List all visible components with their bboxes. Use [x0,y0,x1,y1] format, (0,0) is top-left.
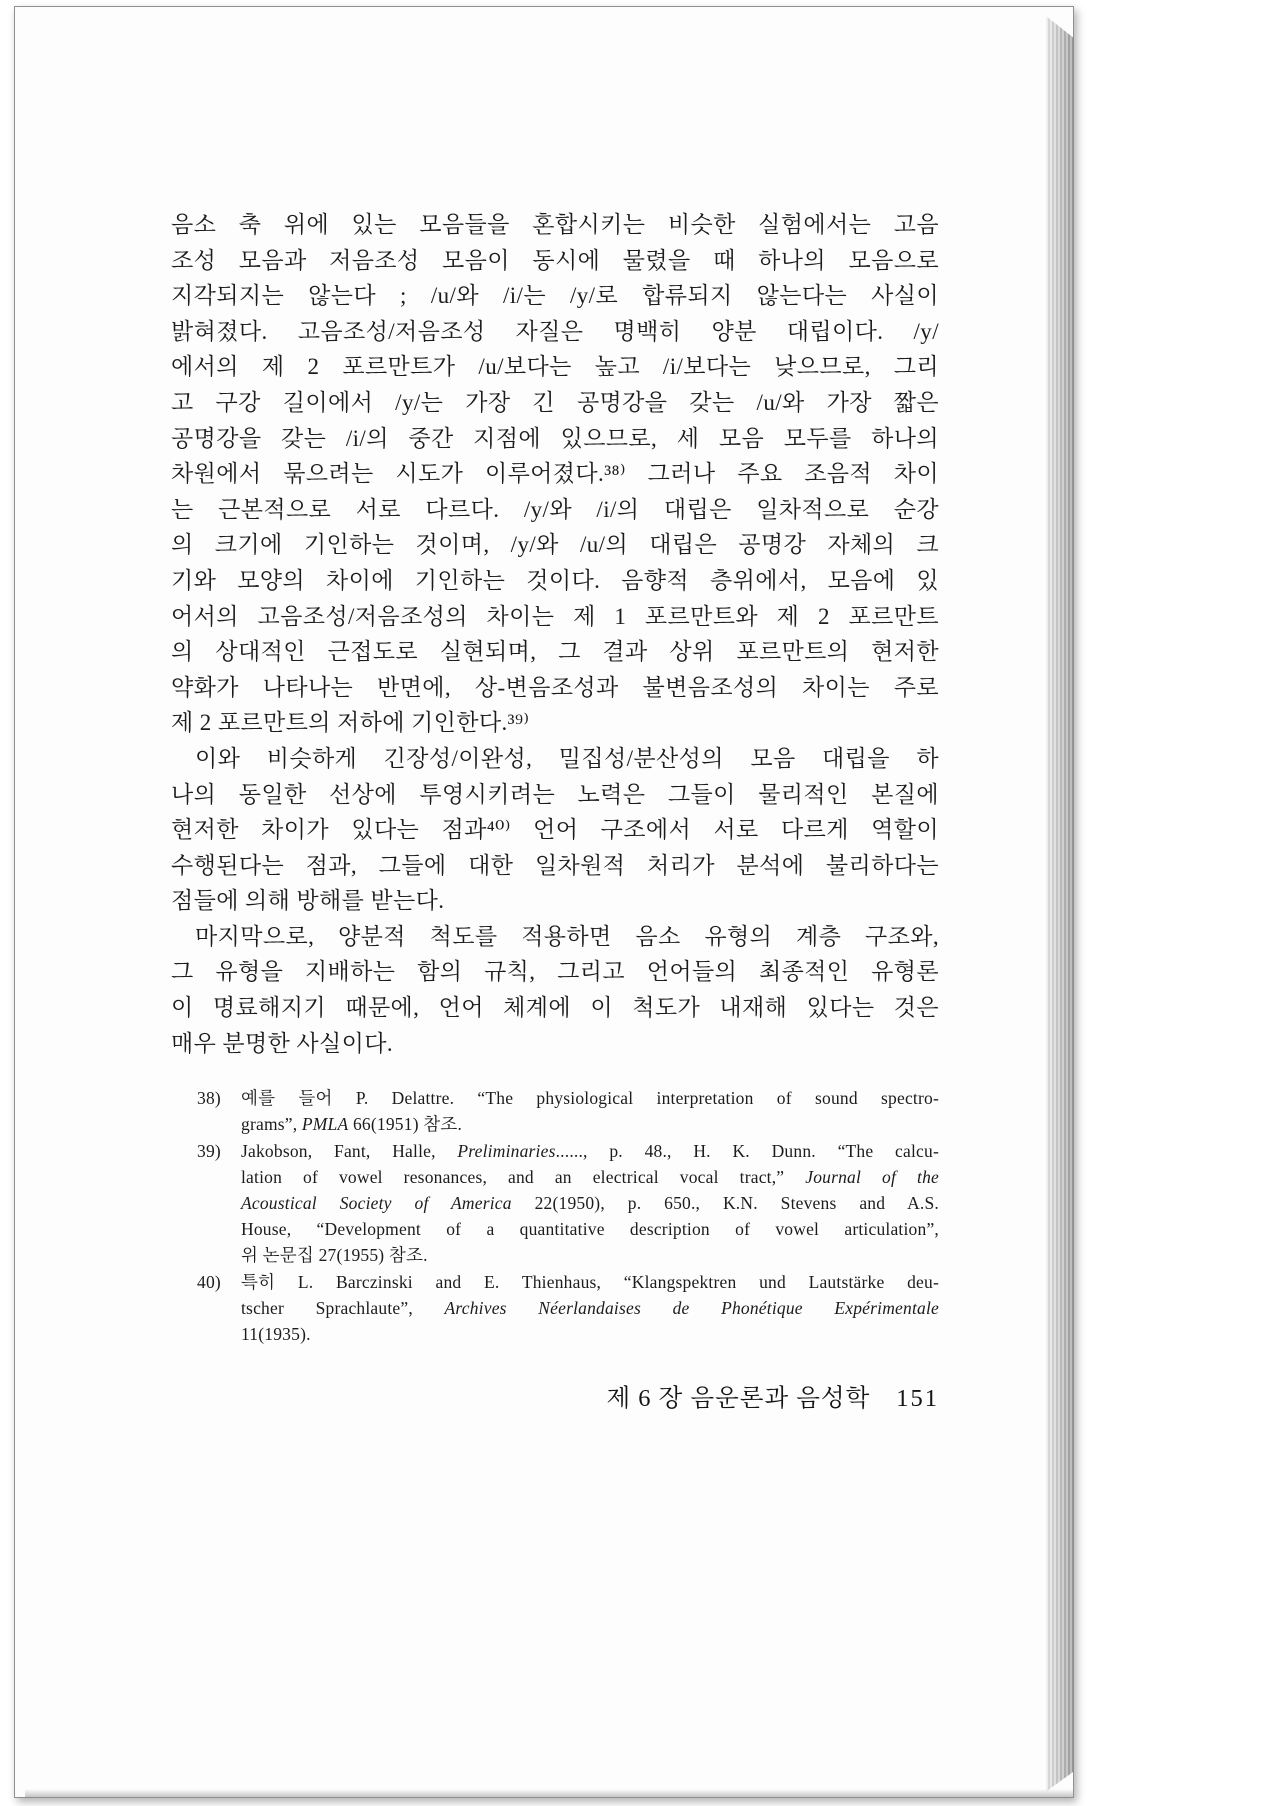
text-line: 점들에 의해 방해를 받는다. [171,888,445,914]
text-line: 밝혀졌다. 고음조성/저음조성 자질은 명백히 양분 대립이다. /y/ [171,318,939,344]
book-page-edge-right [1046,7,1073,1797]
text-line: 어서의 고음조성/저음조성의 차이는 제 1 포르만트와 제 2 포르만트 [171,603,939,629]
footnote-line [241,1085,939,1111]
footnote-number: 40) [197,1271,221,1292]
footnote-segment: lation of vowel resonances, and an electrical vocal tract,” [241,1166,806,1187]
footnote-segment: grams”, [241,1114,302,1135]
footnote-segment: 11(1935). [241,1324,311,1345]
text-line: 공명강을 갖는 /i/의 중간 지점에 있으므로, 세 모음 모두를 하나의 [171,425,939,451]
footnote-segment: ......, p. 48., H. K. Dunn. “The calcu- [555,1140,939,1161]
text-line: 이와 비슷하게 긴장성/이완성, 밀집성/분산성의 모음 대립을 하 [195,745,939,771]
footnote-segment: House, “Development of a quantitative description of vowel articulation”, [241,1219,939,1240]
text-line: 조성 모음과 저음조성 모음이 동시에 물렸을 때 하나의 모음으로 [171,247,939,273]
text-line: 의 상대적인 근접도로 실현되며, 그 결과 상위 포르만트의 현저한 [171,639,939,665]
footnote-line [241,1242,939,1268]
page-number: 151 [896,1385,939,1413]
text-line: 기와 모양의 차이에 기인하는 것이다. 음향적 층위에서, 모음에 있 [171,567,939,593]
footnote [197,1138,939,1269]
footnote-line [241,1216,939,1242]
footnote-line [241,1321,939,1347]
footnote [197,1269,939,1348]
footnote-segment: tscher Sprachlaute”, [241,1297,445,1318]
footnote-number: 38) [197,1088,221,1109]
footnote-segment: 22(1950), p. 650., K.N. Stevens and A.S. [511,1193,939,1214]
page-footer [171,1379,939,1414]
footnote-line [241,1164,939,1190]
page-content [171,207,939,1414]
text-line: 마지막으로, 양분적 척도를 적용하면 음소 유형의 계층 구조와, [195,923,939,949]
text-line: 그 유형을 지배하는 함의 규칙, 그리고 언어들의 최종적인 유형론 [171,959,939,985]
text-line: 현저한 차이가 있다는 점과⁴⁰⁾ 언어 구조에서 서로 다르게 역할이 [171,817,939,843]
footnote-citation-title: Acoustical Society of America [241,1193,512,1214]
text-line: 수행된다는 점과, 그들에 대한 일차원적 처리가 분석에 불리하다는 [171,852,939,878]
chapter-title: 제 6 장 음운론과 음성학 [606,1385,871,1413]
footnote-line [241,1190,939,1216]
footnote-segment: 위 논문집 27(1955) 참조. [241,1245,428,1266]
footnote-segment: 예를 들어 P. Delattre. “The physiological interpretation of sound spectro- [241,1088,939,1109]
book-page-edge-bottom [25,1789,1073,1797]
text-line: 의 크기에 기인하는 것이며, /y/와 /u/의 대립은 공명강 자체의 크 [171,532,939,558]
footnote-citation-title: Journal of the [805,1166,939,1187]
text-line: 이 명료해지기 때문에, 언어 체계에 이 척도가 내재해 있다는 것은 [171,995,939,1021]
text-line: 는 근본적으로 서로 다르다. /y/와 /i/의 대립은 일차적으로 순강 [171,496,939,522]
footnote-text [241,1138,939,1269]
text-line: 음소 축 위에 있는 모음들을 혼합시키는 비슷한 실험에서는 고음 [171,212,939,237]
footnote-line [241,1138,939,1164]
footnote-text [241,1269,939,1348]
footnote-citation-title: PMLA [301,1114,349,1135]
book-page [14,6,1074,1798]
footnotes [197,1085,939,1347]
text-line: 제 2 포르만트의 저하에 기인한다.³⁹⁾ [171,710,530,736]
footnote-line [241,1295,939,1321]
footnote-text [241,1085,939,1137]
footnote [197,1085,939,1137]
text-line: 에서의 제 2 포르만트가 /u/보다는 높고 /i/보다는 낮으므로, 그리 [171,354,939,380]
paragraph [171,207,939,741]
text-line: 차원에서 묶으려는 시도가 이루어졌다.³⁸⁾ 그러나 주요 조음적 차이 [171,461,939,487]
paragraph [171,919,939,1061]
footnote-segment: 특히 L. Barczinski and E. Thienhaus, “Klangspektren und Lautstärke deu- [241,1271,939,1292]
paragraph [171,741,939,919]
footnote-segment: 66(1951) 참조. [348,1114,463,1135]
page-surface [15,7,1048,1797]
text-line: 매우 분명한 사실이다. [171,1030,394,1056]
text-line: 약화가 나타나는 반면에, 상-변음조성과 불변음조성의 차이는 주로 [171,674,939,700]
footnote-line [241,1111,939,1137]
footnote-segment: Jakobson, Fant, Halle, [241,1140,458,1161]
text-line: 고 구강 길이에서 /y/는 가장 긴 공명강을 갖는 /u/와 가장 짧은 [171,389,939,415]
body-text [171,207,939,1061]
footnote-citation-title: Archives Néerlandaises de Phonétique Expérimentale [444,1297,939,1318]
footnote-citation-title: Preliminaries [457,1140,556,1161]
footnote-line [241,1269,939,1295]
text-line: 지각되지는 않는다 ; /u/와 /i/는 /y/로 합류되지 않는다는 사실이 [171,283,939,309]
footnote-number: 39) [197,1140,221,1161]
text-line: 나의 동일한 선상에 투영시키려는 노력은 그들이 물리적인 본질에 [171,781,939,807]
